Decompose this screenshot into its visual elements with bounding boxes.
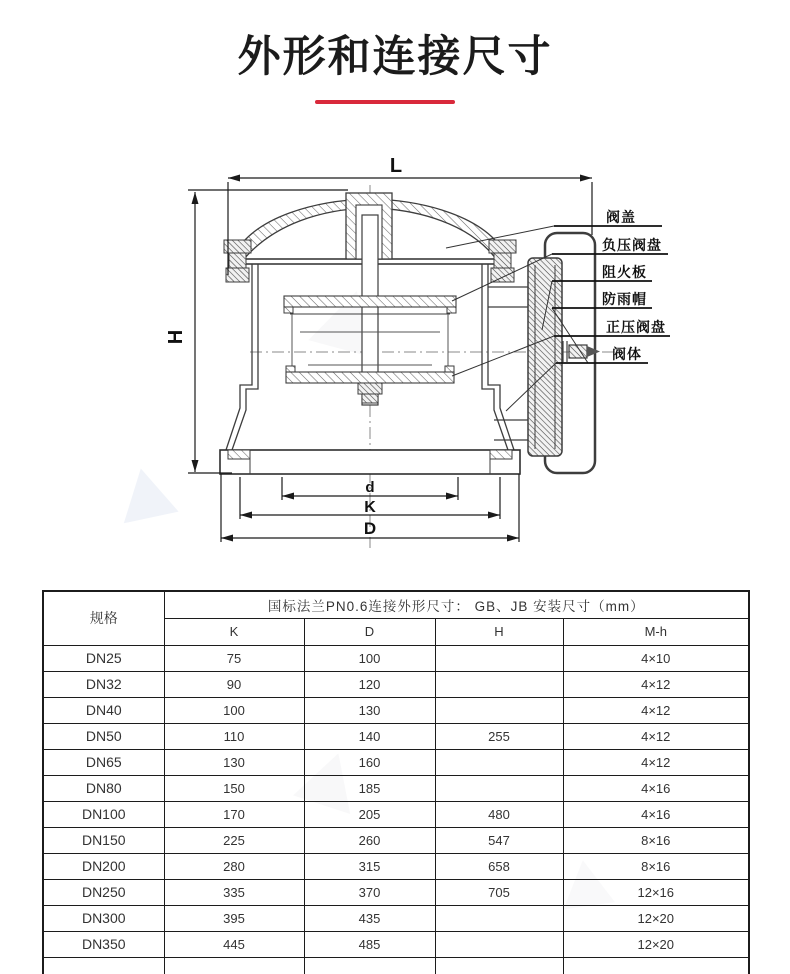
value-cell <box>435 957 563 974</box>
value-cell: 8×16 <box>563 827 749 853</box>
value-cell: 110 <box>164 723 304 749</box>
value-cell: 255 <box>435 723 563 749</box>
table-row <box>43 957 749 974</box>
value-cell: 185 <box>304 775 435 801</box>
spec-cell: DN300 <box>43 905 164 931</box>
value-cell: 100 <box>164 697 304 723</box>
dim-label-d: d <box>365 479 375 496</box>
value-cell: 260 <box>304 827 435 853</box>
value-cell: 12×16 <box>563 879 749 905</box>
column-header-D: D <box>304 618 435 645</box>
value-cell: 90 <box>164 671 304 697</box>
value-cell: 170 <box>164 801 304 827</box>
page-title: 外形和连接尺寸 <box>237 33 553 81</box>
value-cell: 130 <box>304 697 435 723</box>
value-cell: 480 <box>435 801 563 827</box>
value-cell: 445 <box>164 931 304 957</box>
value-cell <box>435 775 563 801</box>
part-label-flame-plate: 阻火板 <box>602 264 647 280</box>
value-cell: 120 <box>304 671 435 697</box>
spec-cell: DN40 <box>43 697 164 723</box>
table-row <box>43 879 749 905</box>
value-cell <box>435 931 563 957</box>
spec-cell: DN250 <box>43 879 164 905</box>
value-cell: 335 <box>164 879 304 905</box>
spec-cell: DN50 <box>43 723 164 749</box>
value-cell: 4×12 <box>563 723 749 749</box>
value-cell: 280 <box>164 853 304 879</box>
column-header-H: H <box>435 618 563 645</box>
spec-cell: DN80 <box>43 775 164 801</box>
value-cell: 435 <box>304 905 435 931</box>
value-cell: 4×12 <box>563 697 749 723</box>
value-cell: 140 <box>304 723 435 749</box>
part-label-vacuum-disc: 负压阀盘 <box>602 237 662 253</box>
part-label-valve-body: 阀体 <box>612 346 642 362</box>
dim-label-H: H <box>165 329 187 345</box>
table-row <box>43 801 749 827</box>
dim-label-K: K <box>364 499 376 516</box>
value-cell: 100 <box>304 645 435 671</box>
table-row <box>43 775 749 801</box>
flame-arrester-column <box>528 258 562 456</box>
value-cell: 12×20 <box>563 905 749 931</box>
table-row <box>43 697 749 723</box>
value-cell: 705 <box>435 879 563 905</box>
table-row <box>43 827 749 853</box>
value-cell: 75 <box>164 645 304 671</box>
spec-cell: DN350 <box>43 931 164 957</box>
value-cell: 658 <box>435 853 563 879</box>
table-row <box>43 905 749 931</box>
value-cell: 12×20 <box>563 931 749 957</box>
value-cell: 315 <box>304 853 435 879</box>
spec-cell: DN200 <box>43 853 164 879</box>
spec-cell: DN32 <box>43 671 164 697</box>
value-cell: 395 <box>164 905 304 931</box>
value-cell <box>435 749 563 775</box>
value-cell: 205 <box>304 801 435 827</box>
value-cell <box>563 957 749 974</box>
value-cell: 8×16 <box>563 853 749 879</box>
value-cell: 4×16 <box>563 775 749 801</box>
value-cell <box>304 957 435 974</box>
value-cell: 4×16 <box>563 801 749 827</box>
value-cell: 225 <box>164 827 304 853</box>
dim-label-L: L <box>389 155 403 177</box>
value-cell <box>164 957 304 974</box>
value-cell <box>435 671 563 697</box>
spec-column-header: 规格 <box>43 591 164 645</box>
page-header <box>0 34 790 81</box>
centerlines <box>250 185 618 548</box>
table-row <box>43 723 749 749</box>
table-row <box>43 671 749 697</box>
pressure-disc <box>286 366 454 403</box>
value-cell: 4×12 <box>563 749 749 775</box>
part-label-rain-cap: 防雨帽 <box>602 291 647 307</box>
value-cell: 130 <box>164 749 304 775</box>
column-header-Mh: M-h <box>563 618 749 645</box>
bolt-right <box>489 240 516 282</box>
dimension-table-body <box>43 645 749 974</box>
value-cell: 547 <box>435 827 563 853</box>
table-row <box>43 645 749 671</box>
table-row <box>43 853 749 879</box>
valve-technical-drawing <box>0 115 790 585</box>
column-header-K: K <box>164 618 304 645</box>
table-row <box>43 749 749 775</box>
part-label-pressure-disc: 正压阀盘 <box>606 319 666 335</box>
dimension-table <box>42 590 748 974</box>
title-underline-divider <box>315 100 455 104</box>
value-cell: 160 <box>304 749 435 775</box>
spec-cell: DN100 <box>43 801 164 827</box>
part-label-bonnet: 阀盖 <box>606 209 636 225</box>
value-cell: 150 <box>164 775 304 801</box>
value-cell: 4×12 <box>563 671 749 697</box>
spec-cell: DN25 <box>43 645 164 671</box>
value-cell <box>435 905 563 931</box>
value-cell: 4×10 <box>563 645 749 671</box>
value-cell: 485 <box>304 931 435 957</box>
value-cell <box>435 645 563 671</box>
group-header: 国标法兰PN0.6连接外形尺寸： GB、JB 安装尺寸（mm） <box>164 591 749 618</box>
dim-label-D: D <box>363 519 377 538</box>
spec-cell <box>43 957 164 974</box>
spec-cell: DN150 <box>43 827 164 853</box>
value-cell <box>435 697 563 723</box>
spec-cell: DN65 <box>43 749 164 775</box>
bottom-flange <box>220 450 520 474</box>
table-row <box>43 931 749 957</box>
value-cell: 370 <box>304 879 435 905</box>
